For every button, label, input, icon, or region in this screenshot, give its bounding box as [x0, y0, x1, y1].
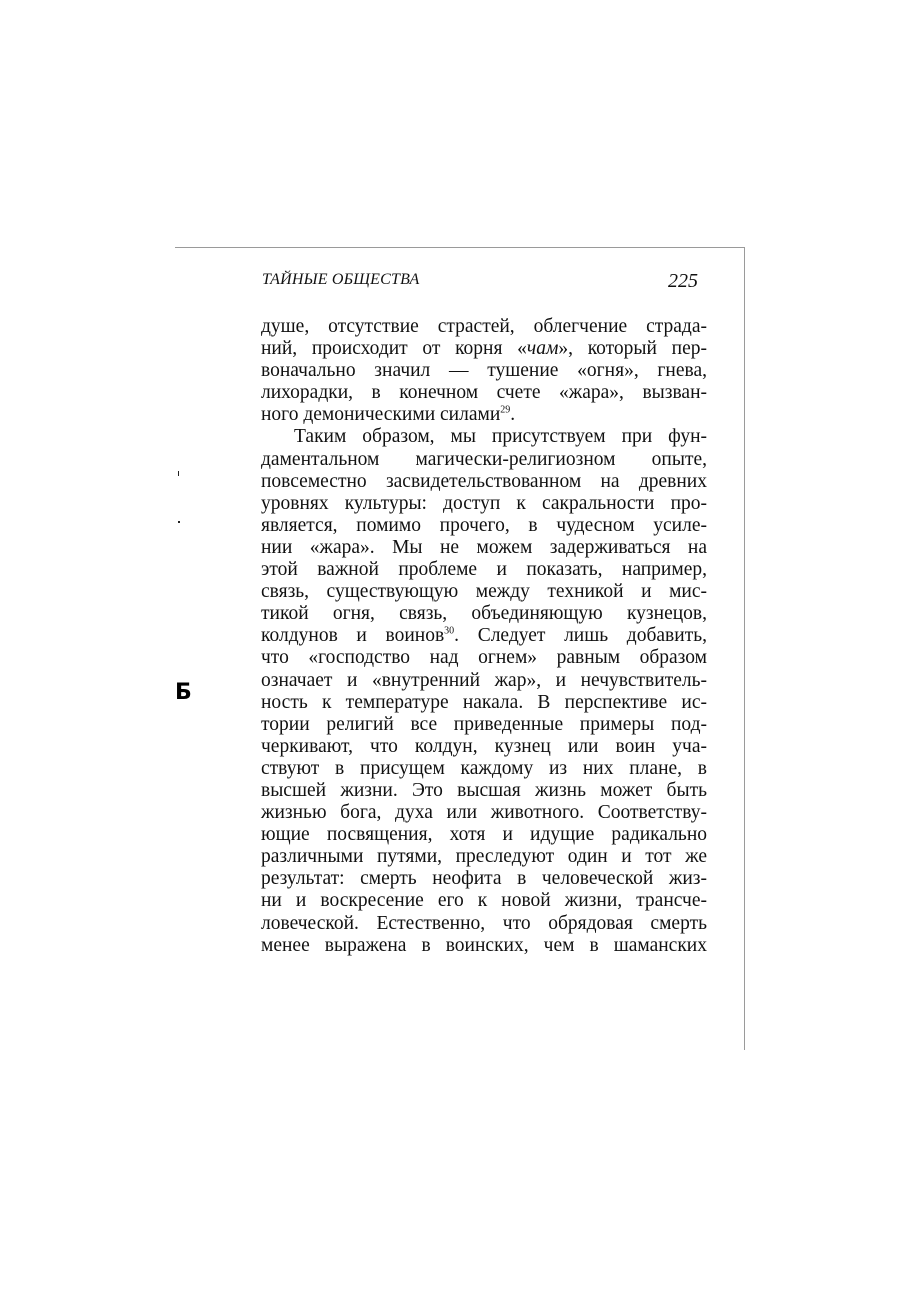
- text-run: . Следует лишь добавить,: [454, 625, 707, 647]
- text-line: ствуют в присущем каждому из них плане, в: [261, 757, 707, 779]
- page-top-border: [175, 247, 745, 248]
- text-line: [261, 625, 707, 647]
- text-line: [261, 404, 707, 426]
- margin-tick-2: [178, 521, 180, 523]
- text-run: », который пер-: [558, 338, 707, 360]
- text-line: тикой огня, связь, объединяющую кузнецов,: [261, 603, 707, 625]
- footnote-ref-29: 29: [500, 404, 511, 416]
- text-line: уровнях культуры: доступ к сакральности про-: [261, 492, 707, 514]
- body-text: [261, 316, 707, 957]
- text-line: этой важной проблеме и показать, например,: [261, 559, 707, 581]
- text-run: колдунов и воинов: [261, 625, 445, 647]
- text-line: высшей жизни. Это высшая жизнь может быть: [261, 779, 707, 801]
- text-line: является, помимо прочего, в чудесном усиле-: [261, 514, 707, 536]
- text-line: лихорадки, в конечном счете «жара», вызван-: [261, 382, 707, 404]
- text-line: воначально значил — тушение «огня», гнева,: [261, 360, 707, 382]
- text-line: тории религий все приведенные примеры под-: [261, 713, 707, 735]
- text-line: связь, существующую между техникой и мис-: [261, 581, 707, 603]
- text-line: ность к температуре накала. В перспективе ис-: [261, 691, 707, 713]
- text-line: различными путями, преследуют один и тот же: [261, 846, 707, 868]
- page-number: 225: [668, 270, 698, 292]
- footnote-ref-30: 30: [444, 625, 455, 637]
- text-line: менее выражена в воинских, чем в шаманских: [261, 934, 707, 956]
- text-line: нии «жара». Мы не можем задерживаться на: [261, 536, 707, 558]
- text-line: [261, 338, 707, 360]
- paragraph-2: [261, 426, 707, 956]
- text-run: .: [510, 404, 516, 426]
- text-line: жизнью бога, духа или животного. Соответству-: [261, 802, 707, 824]
- text-line: душе, отсутствие страстей, облегчение страда-: [261, 316, 707, 337]
- margin-tick-1: [178, 471, 179, 476]
- text-line: черкивают, что колдун, кузнец или воин уча-: [261, 735, 707, 757]
- text-line: ющие посвящения, хотя и идущие радикально: [261, 824, 707, 846]
- page-right-border: [744, 247, 745, 1050]
- italic-term: чам: [526, 338, 559, 360]
- text-line: даментальном магически-религиозном опыте,: [261, 448, 707, 470]
- text-line: ни и воскресение его к новой жизни, трансче-: [261, 890, 707, 912]
- text-line: что «господство над огнем» равным образом: [261, 647, 707, 669]
- text-line: ловеческой. Естественно, что обрядовая смерть: [261, 912, 707, 934]
- text-line: повсеместно засвидетельствованном на древних: [261, 470, 707, 492]
- paragraph-1: [261, 316, 707, 426]
- text-line: Таким образом, мы присутствуем при фун-: [294, 426, 707, 448]
- text-line: результат: смерть неофита в человеческой жиз-: [261, 868, 707, 890]
- margin-edge-glyph: Б: [175, 680, 192, 705]
- running-head: ТАЙНЫЕ ОБЩЕСТВА: [262, 271, 420, 288]
- text-run: ний, происходит от корня «: [261, 338, 527, 360]
- text-run: ного демоническими силами: [261, 404, 501, 426]
- text-line: означает и «внутренний жар», и нечувствитель-: [261, 669, 707, 691]
